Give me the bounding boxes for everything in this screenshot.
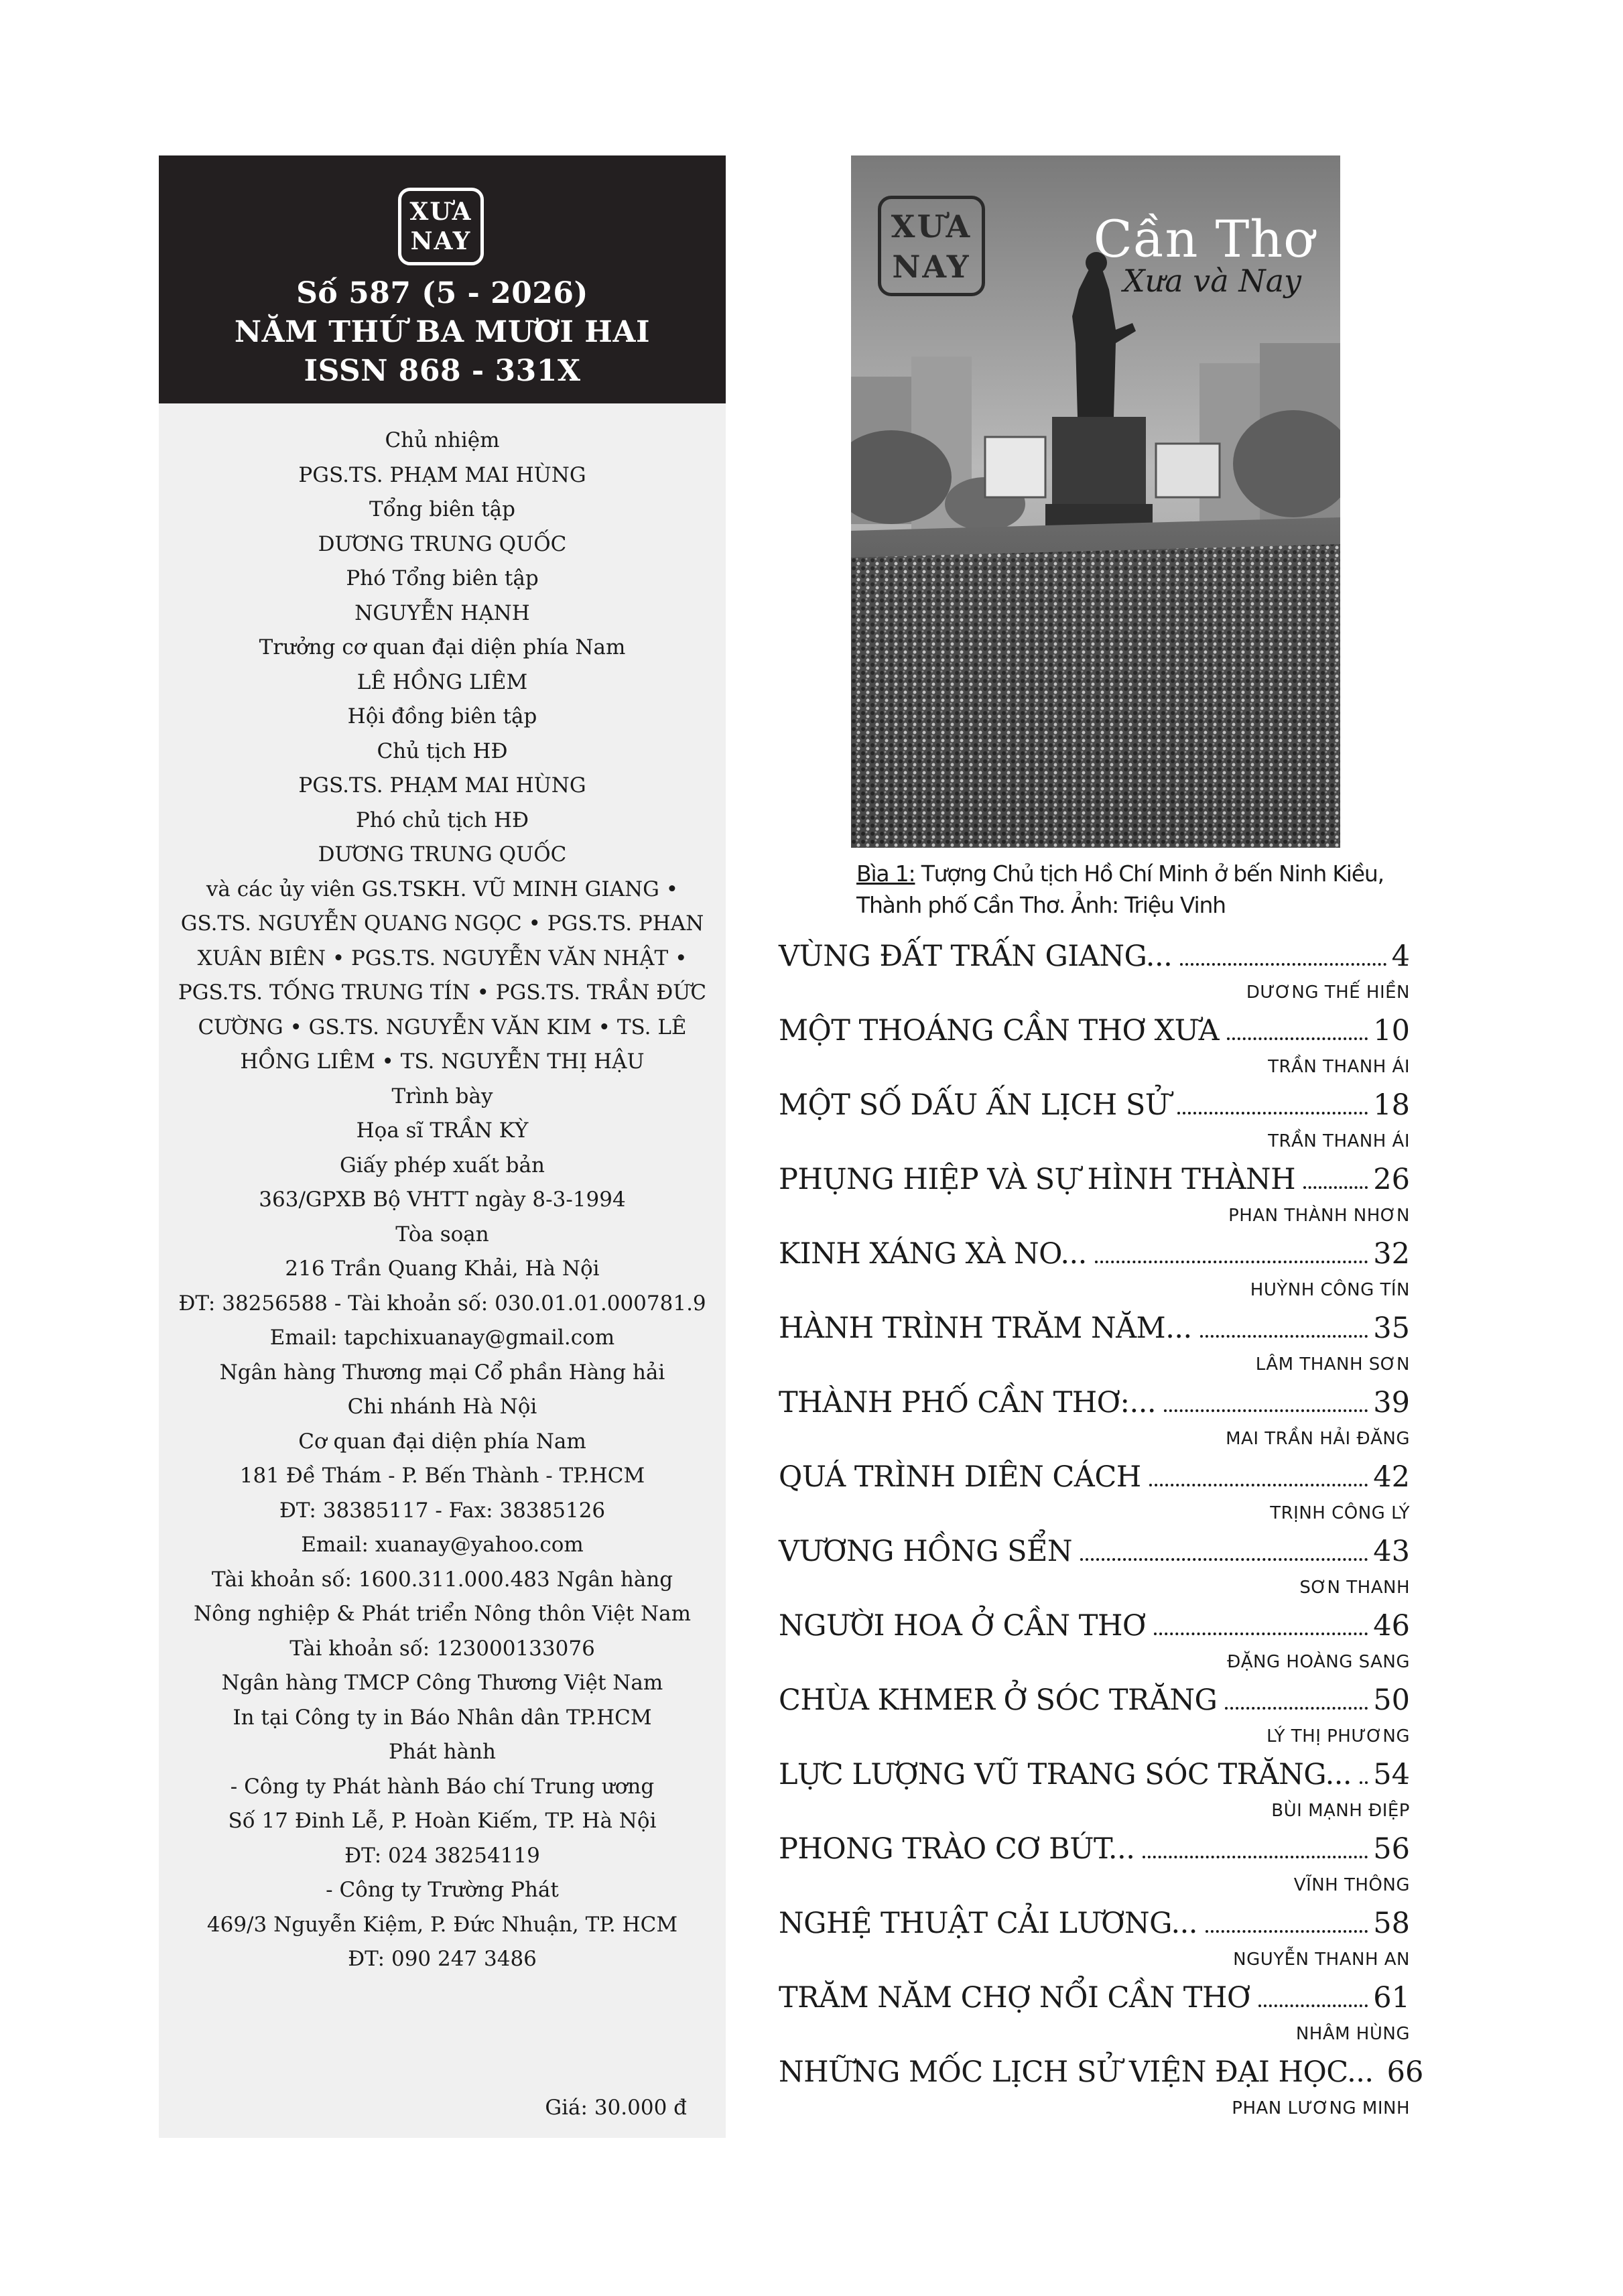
credit-line: Chủ tịch HĐ: [377, 739, 508, 763]
credit-line: và các ủy viên GS.TSKH. VŨ MINH GIANG •: [206, 877, 679, 901]
toc-author: BÙI MẠNH ĐIỆP: [1271, 1801, 1410, 1821]
toc-entry[interactable]: [779, 2049, 1424, 2123]
toc-title: CHÙA KHMER Ở SÓC TRĂNG: [779, 1683, 1218, 1717]
toc-author: PHAN LƯƠNG MINH: [1232, 2098, 1410, 2118]
credit-line: LÊ HỒNG LIÊM: [356, 669, 528, 694]
credit-line: PGS.TS. PHẠM MAI HÙNG: [298, 773, 586, 798]
toc-leader-dots: [1258, 2004, 1368, 2007]
credit-line: In tại Công ty in Báo Nhân dân TP.HCM: [233, 1705, 652, 1730]
credit-line: Hội đồng biên tập: [347, 704, 537, 728]
toc-entry[interactable]: [779, 1305, 1410, 1379]
toc-leader-dots: [1303, 1186, 1368, 1189]
credit-line: HỒNG LIÊM • TS. NGUYỄN THỊ HẬU: [240, 1049, 645, 1074]
toc-title: KINH XÁNG XÀ NO...: [779, 1237, 1087, 1271]
credit-line: DƯƠNG TRUNG QUỐC: [318, 842, 567, 867]
toc-leader-dots: [1080, 1558, 1368, 1561]
credit-line: Tài khoản số: 1600.311.000.483 Ngân hàng: [211, 1567, 673, 1592]
toc-title: HÀNH TRÌNH TRĂM NĂM...: [779, 1312, 1192, 1345]
toc-entry[interactable]: [779, 933, 1410, 1007]
toc-page-number: 10: [1373, 1014, 1410, 1047]
credit-line: Cơ quan đại diện phía Nam: [298, 1429, 586, 1454]
toc-page-number: 54: [1373, 1758, 1410, 1791]
toc-line: [779, 2049, 1424, 2089]
caption-line-2: Thành phố Cần Thơ. Ảnh: Triệu Vinh: [856, 892, 1226, 918]
toc-line: [779, 1900, 1410, 1940]
credit-line: Email: tapchixuanay@gmail.com: [269, 1326, 615, 1350]
credit-line: 181 Đề Thám - P. Bến Thành - TP.HCM: [239, 1464, 645, 1488]
toc-page-number: 66: [1386, 2055, 1424, 2089]
toc-author: HUỲNH CÔNG TÍN: [1250, 1280, 1410, 1300]
toc-author: MAI TRẦN HẢI ĐĂNG: [1226, 1429, 1410, 1449]
toc-line: [779, 1305, 1410, 1345]
toc-leader-dots: [1200, 1335, 1368, 1338]
toc-author: NGUYỄN THANH AN: [1233, 1950, 1410, 1970]
toc-page-number: 35: [1373, 1312, 1410, 1345]
credit-line: 363/GPXB Bộ VHTT ngày 8-3-1994: [259, 1188, 626, 1212]
credit-line: Phát hành: [389, 1740, 496, 1764]
credit-line: ĐT: 38256588 - Tài khoản số: 030.01.01.000781.9: [178, 1291, 706, 1316]
toc-title: PHỤNG HIỆP VÀ SỰ HÌNH THÀNH: [779, 1163, 1296, 1196]
toc-author: TRẦN THANH ÁI: [1268, 1131, 1410, 1151]
credit-line: GS.TS. NGUYỄN QUANG NGỌC • PGS.TS. PHAN: [180, 911, 704, 936]
credit-line: Tài khoản số: 123000133076: [289, 1636, 595, 1661]
toc-line: [779, 1230, 1410, 1271]
toc-page-number: 18: [1373, 1088, 1410, 1122]
credit-line: Phó Tổng biên tập: [346, 566, 539, 590]
cover-subtitle: Xưa và Nay: [1122, 263, 1301, 299]
toc-leader-dots: [1225, 1707, 1368, 1710]
credit-line: Giấy phép xuất bản: [340, 1153, 545, 1177]
toc-line: [779, 1156, 1410, 1196]
credit-line: Chi nhánh Hà Nội: [347, 1395, 537, 1419]
editorial-credits: [159, 424, 726, 1977]
toc-title: VƯƠNG HỒNG SỂN: [779, 1535, 1073, 1568]
cover-caption: [856, 858, 1406, 921]
toc-title: VÙNG ĐẤT TRẤN GIANG...: [779, 940, 1173, 973]
toc-page-number: 58: [1373, 1907, 1410, 1940]
toc-entry[interactable]: [779, 1602, 1410, 1677]
toc-entry[interactable]: [779, 1379, 1410, 1454]
price: Giá: 30.000 đ: [545, 2096, 687, 2120]
toc-page-number: 50: [1373, 1683, 1410, 1717]
masthead-column: [159, 155, 726, 2138]
toc-entry[interactable]: [779, 1528, 1410, 1602]
credit-line: Nông nghiệp & Phát triển Nông thôn Việt Nam: [193, 1602, 692, 1626]
cover-logo-text-bottom: NAY: [892, 249, 971, 285]
toc-entry[interactable]: [779, 1826, 1410, 1900]
credit-line: 216 Trần Quang Khải, Hà Nội: [285, 1257, 600, 1281]
credit-line: PGS.TS. PHẠM MAI HÙNG: [298, 462, 586, 487]
issn: ISSN 868 - 331X: [304, 354, 581, 388]
toc-line: [779, 1826, 1410, 1866]
toc-title: MỘT THOÁNG CẦN THƠ XƯA: [779, 1014, 1220, 1047]
credit-line: - Công ty Phát hành Báo chí Trung ương: [230, 1774, 655, 1799]
toc-line: [779, 1677, 1410, 1717]
toc-line: [779, 1602, 1410, 1643]
magazine-logo: [398, 188, 484, 265]
toc-author: TRẦN THANH ÁI: [1268, 1057, 1410, 1077]
credit-line: PGS.TS. TỐNG TRUNG TÍN • PGS.TS. TRẦN ĐỨC: [178, 980, 707, 1005]
toc-title: LỰC LƯỢNG VŨ TRANG SÓC TRĂNG...: [779, 1758, 1352, 1791]
credit-line: Ngân hàng TMCP Công Thương Việt Nam: [221, 1671, 663, 1695]
toc-leader-dots: [1154, 1633, 1368, 1635]
cover-logo-text-top: XƯA: [891, 208, 972, 245]
toc-line: [779, 1528, 1410, 1568]
toc-author: LÝ THỊ PHƯƠNG: [1267, 1726, 1410, 1746]
toc-author: SƠN THANH: [1299, 1578, 1410, 1598]
credit-line: Tổng biên tập: [369, 497, 515, 521]
credit-line: 469/3 Nguyễn Kiệm, P. Đức Nhuận, TP. HCM: [206, 1912, 678, 1937]
publication-year: NĂM THỨ BA MƯƠI HAI: [234, 315, 651, 349]
toc-author: NHÂM HÙNG: [1295, 2024, 1410, 2044]
toc-author: DƯƠNG THẾ HIỀN: [1246, 982, 1410, 1003]
cover-logo: [878, 196, 985, 296]
toc-entry[interactable]: [779, 1974, 1410, 2049]
toc-line: [779, 933, 1410, 973]
credit-line: Họa sĩ TRẦN KỲ: [356, 1119, 529, 1143]
toc-entry[interactable]: [779, 1156, 1410, 1230]
toc-title: PHONG TRÀO CƠ BÚT...: [779, 1832, 1135, 1866]
credit-line: NGUYỄN HẠNH: [354, 600, 530, 625]
toc-page-number: 32: [1373, 1237, 1410, 1271]
table-of-contents: [779, 933, 1424, 2123]
toc-leader-dots: [1177, 1112, 1368, 1114]
toc-title: NHỮNG MỐC LỊCH SỬ VIỆN ĐẠI HỌC...: [779, 2055, 1374, 2089]
toc-page-number: 61: [1373, 1981, 1410, 2015]
credit-line: DƯƠNG TRUNG QUỐC: [318, 531, 567, 556]
toc-page-number: 43: [1373, 1535, 1410, 1568]
credit-line: ĐT: 024 38254119: [344, 1843, 540, 1868]
toc-entry[interactable]: [779, 1751, 1410, 1826]
toc-line: [779, 1082, 1410, 1122]
cover-title: Cần Thơ: [1093, 209, 1315, 269]
issue-number: Số 587 (5 - 2026): [296, 276, 588, 310]
toc-leader-dots: [1180, 963, 1386, 966]
toc-author: PHAN THÀNH NHƠN: [1228, 1206, 1410, 1226]
toc-title: THÀNH PHỐ CẦN THƠ:...: [779, 1386, 1157, 1419]
caption-text-1: Tượng Chủ tịch Hồ Chí Minh ở bến Ninh Kiều,: [915, 860, 1384, 887]
toc-author: ĐẶNG HOÀNG SANG: [1227, 1652, 1410, 1672]
toc-leader-dots: [1227, 1037, 1368, 1040]
toc-page-number: 39: [1373, 1386, 1410, 1419]
toc-title: QUÁ TRÌNH DIÊN CÁCH: [779, 1460, 1141, 1494]
toc-page-number: 42: [1373, 1460, 1410, 1494]
toc-entry[interactable]: [779, 1230, 1410, 1305]
toc-leader-dots: [1206, 1930, 1368, 1933]
caption-label: Bìa 1:: [856, 860, 915, 887]
toc-line: [779, 1974, 1410, 2015]
toc-leader-dots: [1149, 1484, 1368, 1486]
toc-page-number: 56: [1373, 1832, 1410, 1866]
toc-line: [779, 1751, 1410, 1791]
credit-line: Chủ nhiệm: [385, 428, 500, 452]
toc-author: LÂM THANH SƠN: [1255, 1354, 1410, 1375]
logo-text-top: XƯA: [409, 198, 472, 226]
credit-line: ĐT: 090 247 3486: [348, 1947, 537, 1971]
credit-line: Phó chủ tịch HĐ: [355, 808, 529, 832]
credit-line: Ngân hàng Thương mại Cổ phần Hàng hải: [219, 1360, 665, 1385]
toc-line: [779, 1007, 1410, 1047]
credit-line: CƯỜNG • GS.TS. NGUYỄN VĂN KIM • TS. LÊ: [198, 1015, 687, 1039]
credit-line: Tòa soạn: [395, 1222, 489, 1247]
masthead-header: [159, 155, 726, 403]
toc-page-number: 4: [1391, 940, 1410, 973]
toc-line: [779, 1379, 1410, 1419]
credit-line: Email: xuanay@yahoo.com: [301, 1533, 584, 1557]
toc-title: MỘT SỐ DẤU ẤN LỊCH SỬ: [779, 1088, 1169, 1122]
toc-entry[interactable]: [779, 1677, 1410, 1751]
credit-line: - Công ty Trường Phát: [326, 1878, 559, 1902]
caption-line-1: [856, 858, 1406, 889]
cover-photo: [851, 155, 1340, 848]
toc-leader-dots: [1164, 1409, 1368, 1412]
toc-leader-dots: [1360, 1781, 1368, 1784]
toc-entry[interactable]: [779, 1007, 1410, 1082]
toc-page-number: 46: [1373, 1609, 1410, 1643]
toc-leader-dots: [1143, 1856, 1368, 1858]
logo-text-bottom: NAY: [410, 227, 472, 255]
credit-line: Trưởng cơ quan đại diện phía Nam: [259, 635, 626, 659]
credit-line: Trình bày: [391, 1084, 493, 1108]
toc-entry[interactable]: [779, 1454, 1410, 1528]
credit-line: Số 17 Đinh Lễ, P. Hoàn Kiếm, TP. Hà Nội: [228, 1809, 657, 1833]
toc-entry[interactable]: [779, 1900, 1410, 1974]
toc-author: VĨNH THÔNG: [1293, 1875, 1410, 1895]
toc-page-number: 26: [1373, 1163, 1410, 1196]
toc-leader-dots: [1095, 1261, 1368, 1263]
credit-line: ĐT: 38385117 - Fax: 38385126: [279, 1498, 606, 1523]
toc-title: NGHỆ THUẬT CẢI LƯƠNG...: [779, 1907, 1197, 1940]
toc-title: NGƯỜI HOA Ở CẦN THƠ: [779, 1609, 1146, 1643]
toc-entry[interactable]: [779, 1082, 1410, 1156]
toc-author: TRỊNH CÔNG LÝ: [1270, 1503, 1410, 1523]
credit-line: XUÂN BIÊN • PGS.TS. NGUYỄN VĂN NHẬT •: [197, 946, 688, 970]
toc-title: TRĂM NĂM CHỢ NỔI CẦN THƠ: [779, 1981, 1250, 2015]
toc-line: [779, 1454, 1410, 1494]
